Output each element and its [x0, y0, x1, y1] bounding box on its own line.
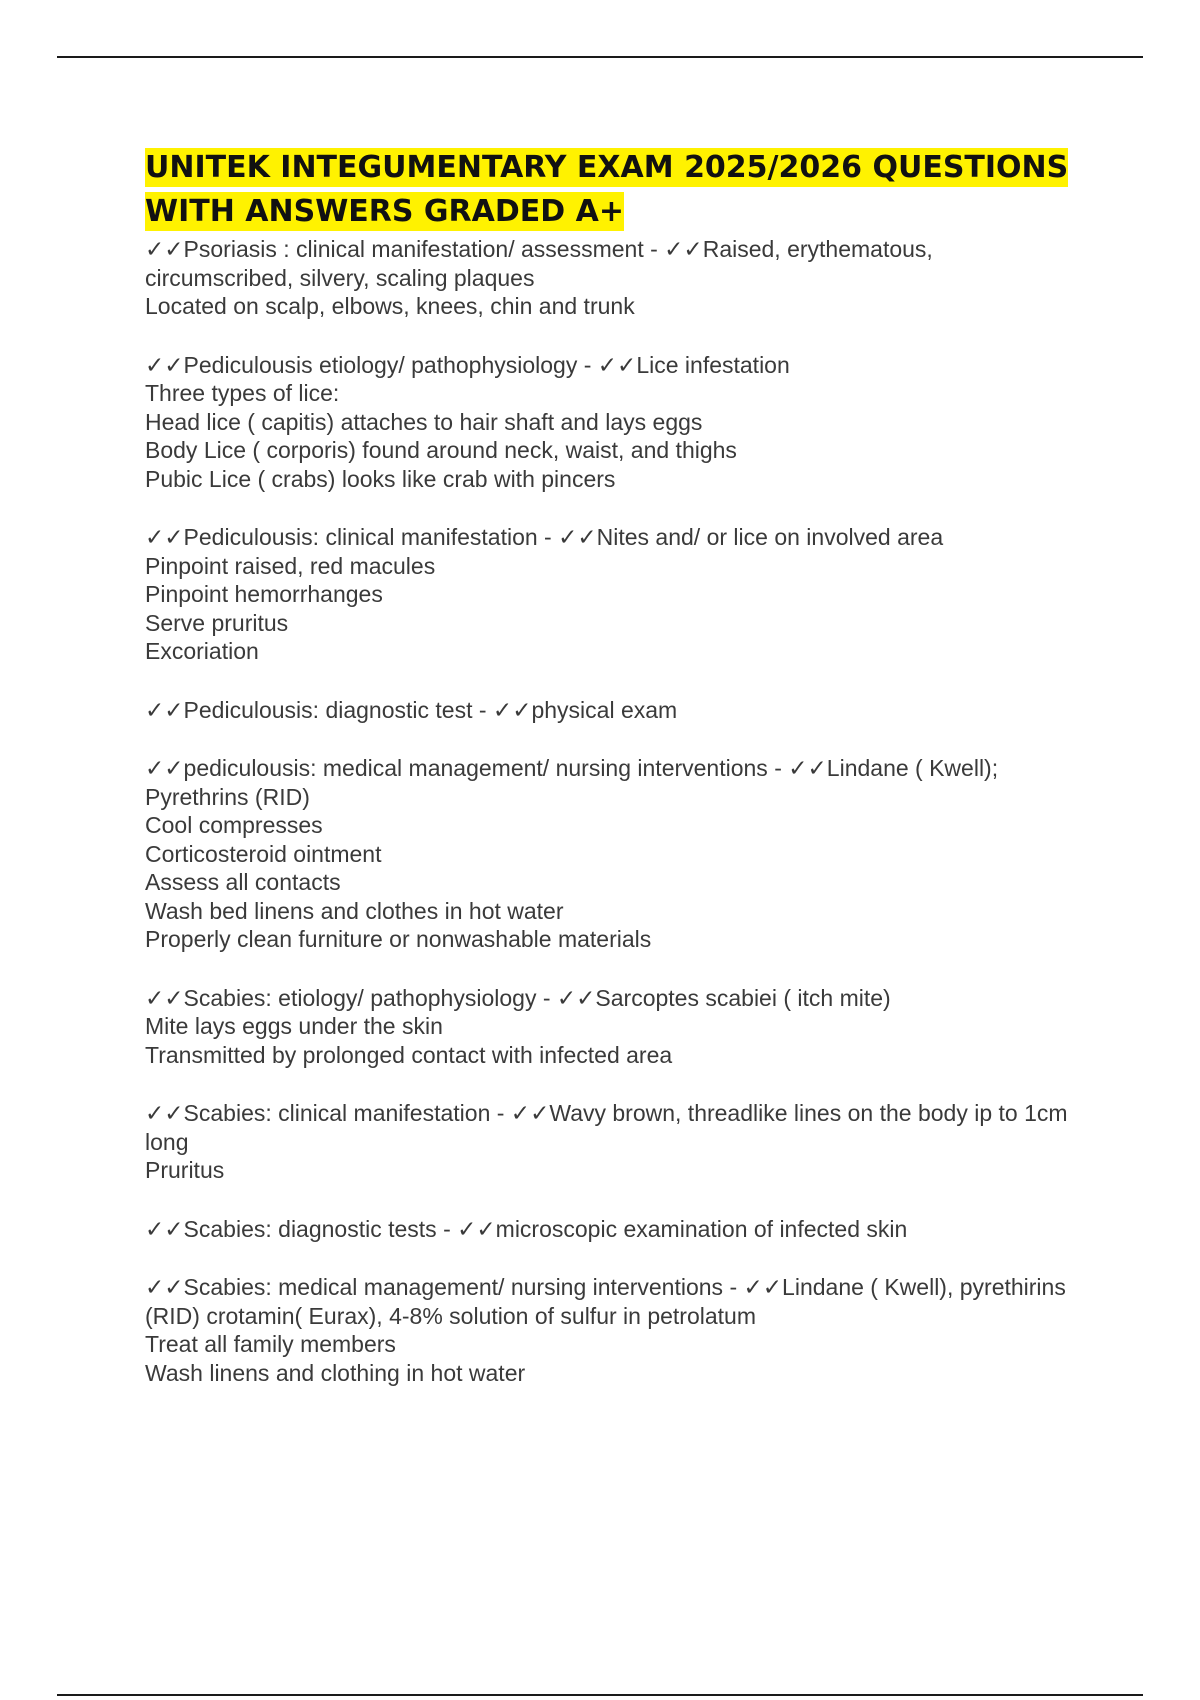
qa-entry	[145, 1215, 1085, 1244]
qa-line: Mite lays eggs under the skin	[145, 1013, 443, 1039]
qa-entry	[145, 696, 1085, 725]
qa-line: Located on scalp, elbows, knees, chin and trunk	[145, 293, 635, 319]
qa-line: ✓✓Psoriasis : clinical manifestation/ assessment - ✓✓Raised, erythematous, circumscribed, silvery, scaling plaques	[145, 236, 940, 291]
qa-line: Wash bed linens and clothes in hot water	[145, 897, 564, 924]
qa-line: Treat all family members	[145, 1331, 396, 1357]
qa-line: Corticosteroid ointment	[145, 840, 382, 867]
qa-entry	[145, 1273, 1085, 1387]
top-rule	[57, 56, 1143, 58]
qa-entry	[145, 754, 1085, 954]
qa-entry	[145, 1099, 1085, 1185]
qa-entry	[145, 984, 1085, 1070]
qa-line: Wash linens and clothing in hot water	[145, 1359, 526, 1386]
qa-line: Pinpoint raised, red macules	[145, 552, 436, 579]
qa-line: Properly clean furniture or nonwashable materials	[145, 926, 652, 952]
qa-line: ✓✓Scabies: etiology/ pathophysiology - ✓✓Sarcoptes scabiei ( itch mite)	[145, 984, 891, 1011]
qa-line: ✓✓pediculousis: medical management/ nursing interventions - ✓✓Lindane ( Kwell); Pyrethrins (RID)	[145, 755, 1005, 810]
qa-line: Pinpoint hemorrhanges	[145, 581, 383, 607]
qa-line: Pruritus	[145, 1157, 225, 1183]
qa-line: Body Lice ( corporis) found around neck, waist, and thighs	[145, 437, 737, 463]
qa-line: Serve pruritus	[145, 609, 289, 636]
title-highlight: UNITEK INTEGUMENTARY EXAM 2025/2026 QUESTIONS WITH ANSWERS GRADED A+	[145, 150, 1069, 229]
qa-line: Cool compresses	[145, 812, 323, 838]
qa-entry	[145, 523, 1085, 666]
qa-entry	[145, 235, 1085, 321]
document-title	[145, 146, 1085, 234]
qa-line: ✓✓Pediculousis: diagnostic test - ✓✓physical exam	[145, 696, 678, 723]
qa-line: Transmitted by prolonged contact with infected area	[145, 1041, 673, 1068]
qa-line: Assess all contacts	[145, 869, 341, 895]
bottom-rule	[57, 1694, 1143, 1696]
qa-line: ✓✓Pediculousis: clinical manifestation - ✓✓Nites and/ or lice on involved area	[145, 524, 944, 550]
qa-line: Head lice ( capitis) attaches to hair shaft and lays eggs	[145, 408, 703, 435]
qa-line: Pubic Lice ( crabs) looks like crab with pincers	[145, 465, 616, 492]
qa-line: Excoriation	[145, 638, 259, 664]
qa-line: ✓✓Scabies: clinical manifestation - ✓✓Wavy brown, threadlike lines on the body ip to 1cm long	[145, 1100, 1074, 1155]
qa-line: ✓✓Pediculousis etiology/ pathophysiology - ✓✓Lice infestation	[145, 351, 790, 378]
qa-line: Three types of lice:	[145, 380, 340, 406]
qa-line: ✓✓Scabies: diagnostic tests - ✓✓microscopic examination of infected skin	[145, 1215, 908, 1242]
qa-entry	[145, 351, 1085, 494]
qa-line: ✓✓Scabies: medical management/ nursing interventions - ✓✓Lindane ( Kwell), pyrethirins (RID) crotamin( Eurax), 4-8% solution of sulfur in petrolatum	[145, 1274, 1073, 1329]
document-body	[145, 146, 1085, 1417]
